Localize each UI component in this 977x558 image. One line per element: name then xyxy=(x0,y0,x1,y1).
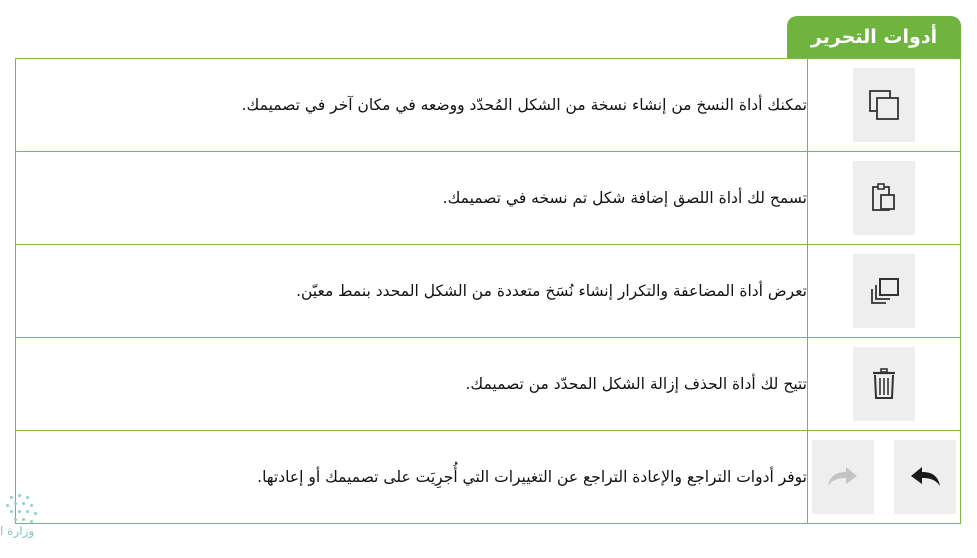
description-cell: تعرض أداة المضاعفة والتكرار إنشاء نُسَخ متعددة من الشكل المحدد بنمط معيّن. xyxy=(16,245,808,338)
watermark-text: وزارة ا xyxy=(0,524,35,538)
table-row xyxy=(16,245,961,338)
table-row xyxy=(16,152,961,245)
duplicate-icon xyxy=(853,254,915,328)
ministry-watermark-logo xyxy=(0,492,60,552)
description-cell: توفر أدوات التراجع والإعادة التراجع عن التغييرات التي أُجرِيَت على تصميمك أو إعادتها. xyxy=(16,431,808,524)
section-title-tab xyxy=(787,16,961,58)
editing-tools-table xyxy=(15,58,961,524)
icon-cell xyxy=(808,59,961,152)
trash-icon xyxy=(853,347,915,421)
paste-icon xyxy=(853,161,915,235)
icon-cell xyxy=(808,338,961,431)
table-row xyxy=(16,59,961,152)
table-row xyxy=(16,338,961,431)
description-cell: تسمح لك أداة اللصق إضافة شكل تم نسخه في تصميمك. xyxy=(16,152,808,245)
copy-icon xyxy=(853,68,915,142)
section-title: أدوات التحرير xyxy=(810,26,938,48)
icon-cell xyxy=(808,152,961,245)
description-cell: تمكنك أداة النسخ من إنشاء نسخة من الشكل المُحدّد ووضعه في مكان آخر في تصميمك. xyxy=(16,59,808,152)
undo-icon xyxy=(894,440,956,514)
icon-cell xyxy=(808,431,961,524)
icon-cell xyxy=(808,245,961,338)
description-cell: تتيح لك أداة الحذف إزالة الشكل المحدّد من تصميمك. xyxy=(16,338,808,431)
redo-icon xyxy=(812,440,874,514)
table-row xyxy=(16,431,961,524)
